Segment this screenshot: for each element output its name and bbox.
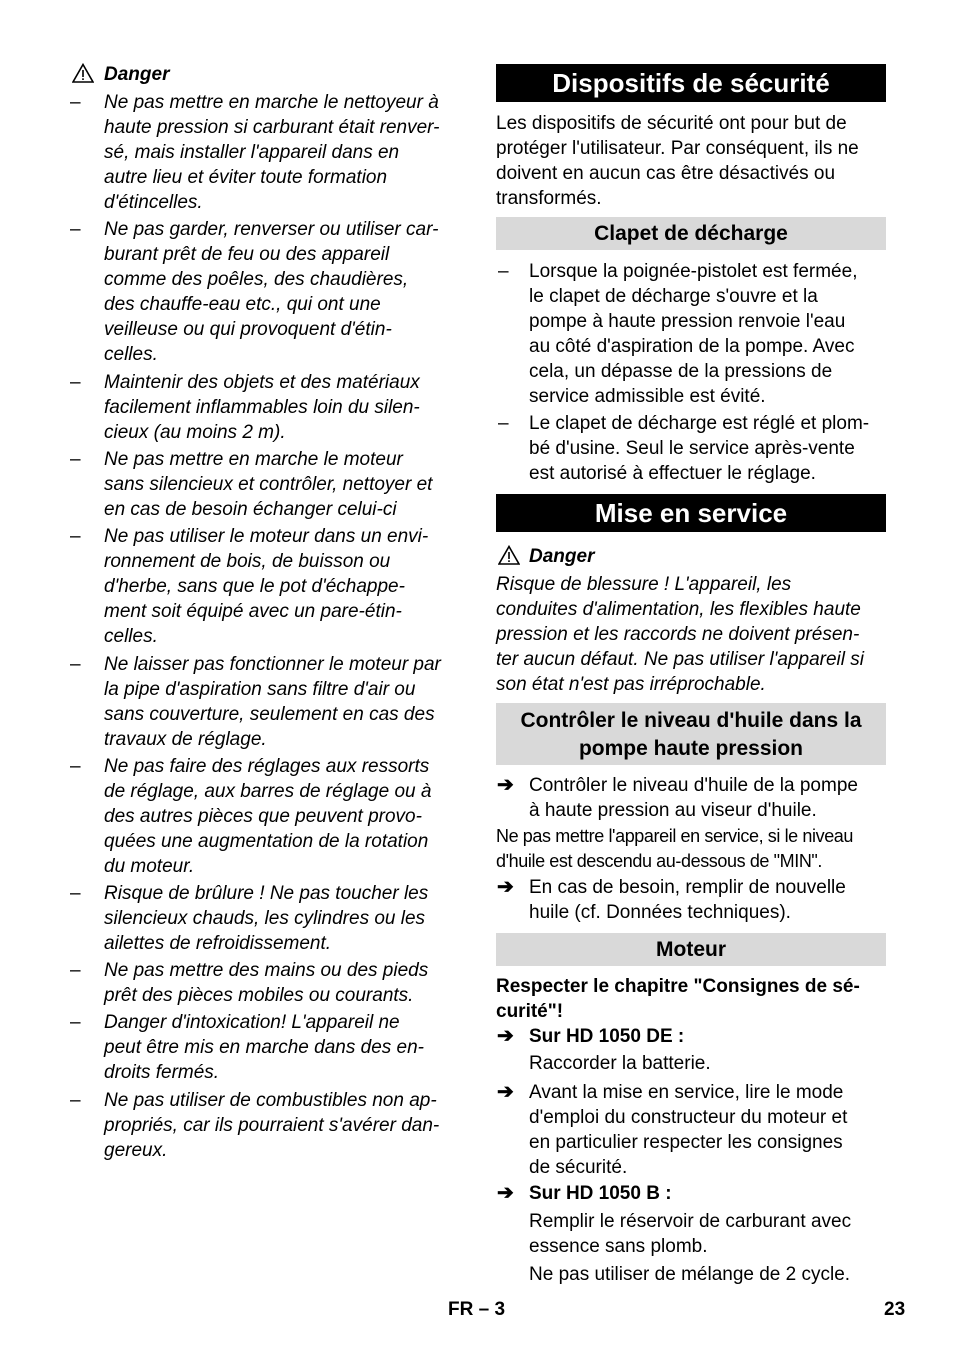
subsection-title-relief-valve: Clapet de décharge: [496, 217, 886, 250]
step-line: Avant la mise en service, lire le mode: [529, 1082, 844, 1103]
list-item-line: Ne pas garder, renverser ou utiliser car-: [104, 219, 439, 240]
page-section-label: FR – 3: [448, 1299, 506, 1320]
arrow-bullet-icon: ➔: [497, 774, 514, 796]
step-line: essence sans plomb.: [529, 1236, 708, 1257]
step-line: Raccorder la batterie.: [529, 1053, 711, 1074]
dash-bullet: –: [70, 372, 81, 393]
list-item-line: du moteur.: [104, 856, 195, 877]
page-number: 23: [884, 1299, 906, 1320]
arrow-bullet-icon: ➔: [497, 1025, 514, 1047]
list-item-line: silencieux chauds, les cylindres ou les: [104, 908, 426, 929]
list-item-line: Ne pas utiliser le moteur dans un envi-: [104, 526, 429, 547]
list-item-line: en cas de besoin échanger celui-ci: [104, 499, 397, 520]
dash-bullet: –: [70, 1012, 81, 1033]
list-item-line: Risque de brûlure ! Ne pas toucher les: [104, 883, 429, 904]
list-item-line: gereux.: [104, 1140, 168, 1161]
list-item-line: Danger d'intoxication! L'appareil ne: [104, 1012, 400, 1033]
note-line: d'huile est descendu au-dessous de "MIN".: [496, 851, 823, 871]
intro-line: Les dispositifs de sécurité ont pour but de: [496, 113, 847, 134]
list-item-line: peut être mis en marche dans des en-: [104, 1037, 425, 1058]
list-item-line: ment soit équipé avec un pare-étin-: [104, 601, 402, 622]
list-item-line: sé, mais installer l'appareil dans en: [104, 142, 400, 163]
dash-bullet: –: [70, 883, 81, 904]
intro-line: protéger l'utilisateur. Par conséquent, ils ne: [496, 138, 859, 159]
list-item-line: ronnement de bois, de buisson ou: [104, 551, 391, 572]
list-item-line: Le clapet de décharge est réglé et plom-: [529, 413, 870, 434]
section-title-commissioning: Mise en service: [496, 494, 886, 532]
list-item-line: celles.: [104, 626, 158, 647]
step-heading: Sur HD 1050 B :: [529, 1183, 672, 1204]
dash-bullet: –: [70, 526, 81, 547]
dash-bullet: –: [70, 219, 81, 240]
list-item-line: sans couverture, seulement en cas des: [104, 704, 435, 725]
step-line: d'emploi du constructeur du moteur et: [529, 1107, 848, 1128]
step-line: huile (cf. Données techniques).: [529, 902, 791, 923]
list-item-line: haute pression si carburant était renver-: [104, 117, 440, 138]
list-item-line: cela, un dépasse de la pressions de: [529, 361, 833, 382]
list-item-line: Ne pas mettre en marche le moteur: [104, 449, 403, 470]
bold-note-line: curité"!: [496, 1001, 564, 1022]
danger-text-line: Risque de blessure ! L'appareil, les: [496, 574, 792, 595]
dash-bullet: –: [70, 960, 81, 981]
danger-text-line: pression et les raccords ne doivent présen-: [496, 624, 860, 645]
step-line: en particulier respecter les consignes: [529, 1132, 843, 1153]
dash-bullet: –: [498, 413, 509, 434]
dash-bullet: –: [70, 1090, 81, 1111]
step-line: à haute pression au viseur d'huile.: [529, 800, 817, 821]
subsection-title-oil-level: [496, 703, 886, 765]
dash-bullet: –: [70, 92, 81, 113]
dash-bullet: –: [70, 654, 81, 675]
list-item-line: au côté d'aspiration de la pompe. Avec: [529, 336, 855, 357]
list-item-line: Ne pas faire des réglages aux ressorts: [104, 756, 430, 777]
list-item-line: d'étincelles.: [104, 192, 203, 213]
list-item-line: celles.: [104, 344, 158, 365]
section-title-safety-devices: Dispositifs de sécurité: [496, 64, 886, 102]
danger-text-line: son état n'est pas irréprochable.: [496, 674, 766, 695]
list-item-line: veilleuse ou qui provoquent d'étin-: [104, 319, 392, 340]
danger-heading: Danger: [529, 546, 595, 567]
danger-text-line: conduites d'alimentation, les flexibles haute: [496, 599, 861, 620]
list-item-line: droits fermés.: [104, 1062, 220, 1083]
list-item-line: Ne pas mettre en marche le nettoyeur à: [104, 92, 439, 113]
step-line: de sécurité.: [529, 1157, 628, 1178]
list-item-line: pompe à haute pression renvoie l'eau: [529, 311, 846, 332]
warning-triangle-icon: [498, 545, 520, 565]
list-item-line: la pipe d'aspiration sans filtre d'air ou: [104, 679, 416, 700]
intro-line: doivent en aucun cas être désactivés ou: [496, 163, 836, 184]
list-item-line: Lorsque la poignée-pistolet est fermée,: [529, 261, 858, 282]
bold-note-line: Respecter le chapitre "Consignes de sé-: [496, 976, 860, 997]
list-item-line: des autres pièces que peuvent provo-: [104, 806, 422, 827]
subsection-title-line: pompe haute pression: [578, 737, 804, 760]
list-item-line: prêt des pièces mobiles ou courants.: [104, 985, 414, 1006]
list-item-line: service admissible est évité.: [529, 386, 766, 407]
step-line: En cas de besoin, remplir de nouvelle: [529, 877, 846, 898]
list-item-line: facilement inflammables loin du silen-: [104, 397, 420, 418]
list-item-line: cieux (au moins 2 m).: [104, 422, 286, 443]
step-line: Remplir le réservoir de carburant avec: [529, 1211, 852, 1232]
danger-heading: Danger: [104, 64, 170, 85]
subsection-title-line: Contrôler le niveau d'huile dans la: [520, 709, 862, 732]
subsection-title-engine: Moteur: [496, 933, 886, 966]
list-item-line: est autorisé à effectuer le réglage.: [529, 463, 816, 484]
list-item-line: Maintenir des objets et des matériaux: [104, 372, 420, 393]
dash-bullet: –: [70, 756, 81, 777]
list-item-line: Ne laisser pas fonctionner le moteur par: [104, 654, 441, 675]
step-line: Contrôler le niveau d'huile de la pompe: [529, 775, 858, 796]
list-item-line: quées une augmentation de la rotation: [104, 831, 429, 852]
list-item-line: bé d'usine. Seul le service après-vente: [529, 438, 855, 459]
list-item-line: Ne pas utiliser de combustibles non ap-: [104, 1090, 437, 1111]
dash-bullet: –: [498, 261, 509, 282]
list-item-line: propriés, car ils pourraient s'avérer dan-: [104, 1115, 440, 1136]
list-item-line: autre lieu et éviter toute formation: [104, 167, 388, 188]
danger-text-line: ter aucun défaut. Ne pas utiliser l'appareil si: [496, 649, 864, 670]
list-item-line: travaux de réglage.: [104, 729, 267, 750]
step-line: Ne pas utiliser de mélange de 2 cycle.: [529, 1264, 851, 1285]
arrow-bullet-icon: ➔: [497, 1081, 514, 1103]
note-line: Ne pas mettre l'appareil en service, si le niveau: [496, 826, 854, 846]
list-item-line: sans silencieux et contrôler, nettoyer et: [104, 474, 433, 495]
dash-bullet: –: [70, 449, 81, 470]
list-item-line: des chauffe-eau etc., qui ont une: [104, 294, 381, 315]
list-item-line: Ne pas mettre des mains ou des pieds: [104, 960, 429, 981]
intro-line: transformés.: [496, 188, 602, 209]
list-item-line: ailettes de refroidissement.: [104, 933, 332, 954]
list-item-line: comme des poêles, des chaudières,: [104, 269, 409, 290]
warning-triangle-icon: [72, 63, 94, 83]
arrow-bullet-icon: ➔: [497, 1182, 514, 1204]
list-item-line: de réglage, aux barres de réglage ou à: [104, 781, 432, 802]
step-heading: Sur HD 1050 DE :: [529, 1026, 685, 1047]
arrow-bullet-icon: ➔: [497, 876, 514, 898]
list-item-line: le clapet de décharge s'ouvre et la: [529, 286, 818, 307]
list-item-line: d'herbe, sans que le pot d'échappe-: [104, 576, 405, 597]
list-item-line: burant prêt de feu ou des appareil: [104, 244, 390, 265]
